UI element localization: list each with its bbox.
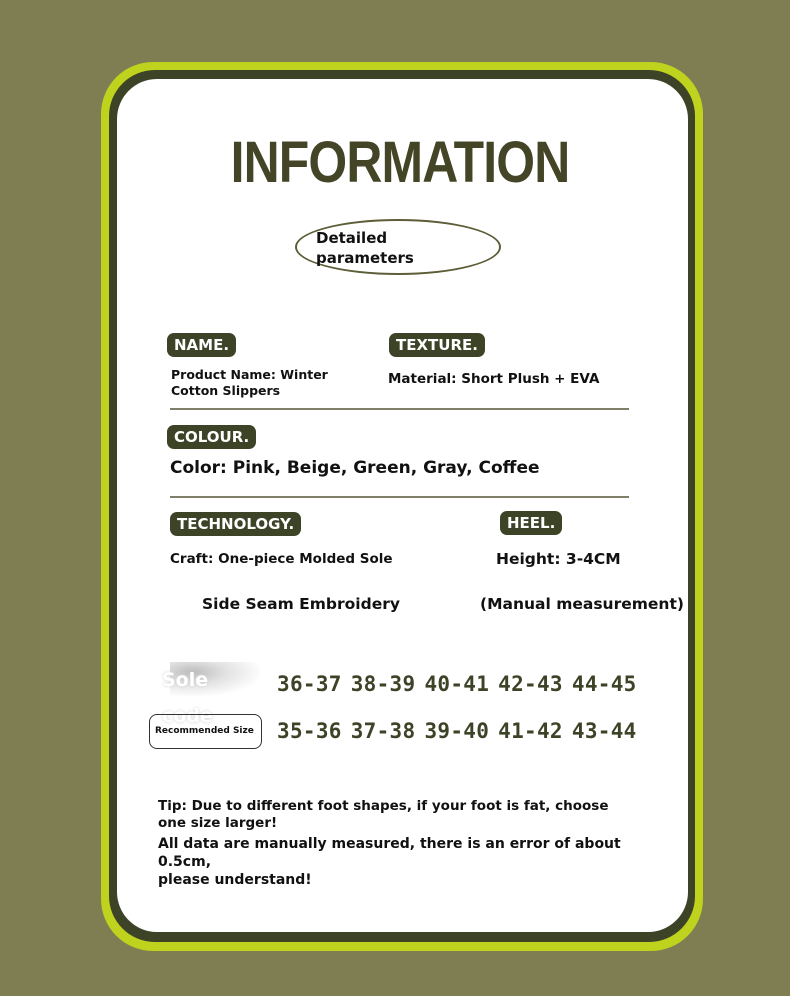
page-title: INFORMATION bbox=[230, 130, 570, 195]
recommended-size: 43-44 bbox=[571, 719, 637, 743]
note-line-1: All data are manually measured, there is an error of about 0.5cm, bbox=[158, 836, 621, 870]
recommended-size: 39-40 bbox=[424, 719, 490, 743]
embroidery-value: Side Seam Embroidery bbox=[202, 595, 400, 613]
product-name-line-1: Product Name: Winter bbox=[171, 367, 328, 382]
divider bbox=[170, 496, 629, 498]
recommended-size: 37-38 bbox=[350, 719, 416, 743]
size-code: 44-45 bbox=[571, 672, 637, 696]
texture-tag: TEXTURE. bbox=[389, 333, 485, 357]
recommended-size-row bbox=[277, 719, 646, 743]
size-code: 40-41 bbox=[424, 672, 490, 696]
size-code: 38-39 bbox=[350, 672, 416, 696]
badge-line-1: Detailed bbox=[316, 229, 388, 247]
product-name bbox=[171, 367, 328, 399]
divider bbox=[170, 408, 629, 410]
badge-line-2: parameters bbox=[316, 249, 414, 267]
heel-measurement-note: (Manual measurement) bbox=[480, 595, 684, 613]
note-line-2: please understand! bbox=[158, 872, 312, 888]
measurement-note bbox=[158, 835, 658, 889]
craft-value: Craft: One-piece Molded Sole bbox=[170, 551, 393, 567]
detailed-parameters-label bbox=[316, 228, 456, 268]
recommended-size: 35-36 bbox=[277, 719, 342, 743]
heel-tag: HEEL. bbox=[500, 511, 562, 535]
size-code: 42-43 bbox=[498, 672, 563, 696]
technology-tag: TECHNOLOGY. bbox=[170, 512, 301, 536]
material-value: Material: Short Plush + EVA bbox=[388, 371, 600, 387]
recommended-size: 41-42 bbox=[498, 719, 563, 743]
tip-line-2: one size larger! bbox=[158, 815, 278, 831]
sole-code-label bbox=[162, 662, 260, 727]
colour-tag: COLOUR. bbox=[167, 425, 256, 449]
size-code: 36-37 bbox=[277, 672, 342, 696]
product-name-line-2: Cotton Slippers bbox=[171, 383, 281, 398]
colour-value: Color: Pink, Beige, Green, Gray, Coffee bbox=[170, 458, 540, 478]
tip-line-1: Tip: Due to different foot shapes, if your foot is fat, choose bbox=[158, 798, 609, 814]
tip-text bbox=[158, 798, 658, 832]
heel-height: Height: 3-4CM bbox=[496, 550, 621, 568]
sole-code-row bbox=[277, 672, 646, 696]
name-tag: NAME. bbox=[167, 333, 236, 357]
sole-code-text: Sole code bbox=[162, 669, 213, 727]
recommended-size-label: Recommended Size bbox=[149, 714, 262, 749]
